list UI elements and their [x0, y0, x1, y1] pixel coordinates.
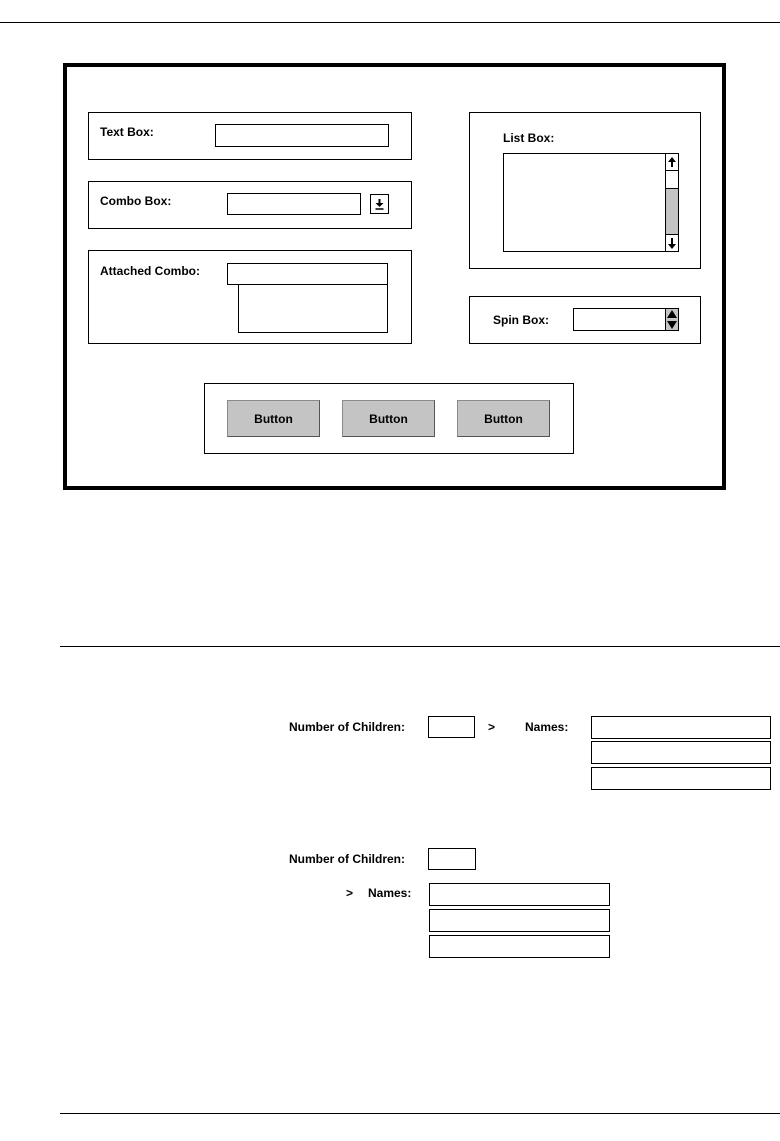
ex1-name-input-3[interactable]	[591, 767, 771, 790]
button-3[interactable]: Button	[457, 400, 550, 437]
top-rule	[0, 22, 780, 23]
spin-arrows-icon	[666, 309, 678, 330]
list-box[interactable]	[503, 153, 679, 252]
ex2-name-input-3[interactable]	[429, 935, 610, 958]
section-rule	[60, 646, 780, 647]
button-2[interactable]: Button	[342, 400, 435, 437]
ex1-name-input-1[interactable]	[591, 716, 771, 739]
text-box-input[interactable]	[215, 124, 389, 147]
combo-dropdown-button[interactable]	[370, 194, 389, 214]
ex1-name-input-2[interactable]	[591, 741, 771, 764]
attached-combo-list[interactable]	[238, 284, 388, 333]
arrow-up-icon	[668, 157, 676, 168]
spin-box-label: Spin Box:	[493, 313, 549, 327]
button-1[interactable]: Button	[227, 400, 320, 437]
attached-combo-input[interactable]	[227, 263, 388, 285]
ex2-name-input-2[interactable]	[429, 909, 610, 932]
arrow-down-icon	[668, 238, 676, 249]
list-box-label: List Box:	[503, 131, 555, 145]
list-scroll-thumb[interactable]	[665, 170, 679, 189]
text-box-label: Text Box:	[100, 125, 154, 139]
spin-box-input[interactable]	[573, 308, 679, 331]
combo-box-input[interactable]	[227, 193, 361, 215]
spin-box-buttons[interactable]	[665, 308, 679, 331]
ex2-children-label: Number of Children:	[289, 852, 405, 866]
ex2-arrow: >	[346, 886, 354, 900]
ex2-name-input-1[interactable]	[429, 883, 610, 906]
ex1-arrow: >	[488, 720, 496, 734]
bottom-rule	[60, 1113, 780, 1114]
attached-combo-label: Attached Combo:	[100, 264, 200, 278]
ex1-children-label: Number of Children:	[289, 720, 405, 734]
list-scroll-down-button[interactable]	[665, 234, 679, 252]
chevron-down-icon	[374, 198, 385, 210]
ex2-children-input[interactable]	[428, 848, 476, 870]
combo-box-label: Combo Box:	[100, 194, 172, 208]
ex2-names-label: Names:	[368, 886, 412, 900]
ex1-children-input[interactable]	[428, 716, 475, 738]
list-scroll-up-button[interactable]	[665, 153, 679, 171]
ex1-names-label: Names:	[525, 720, 569, 734]
